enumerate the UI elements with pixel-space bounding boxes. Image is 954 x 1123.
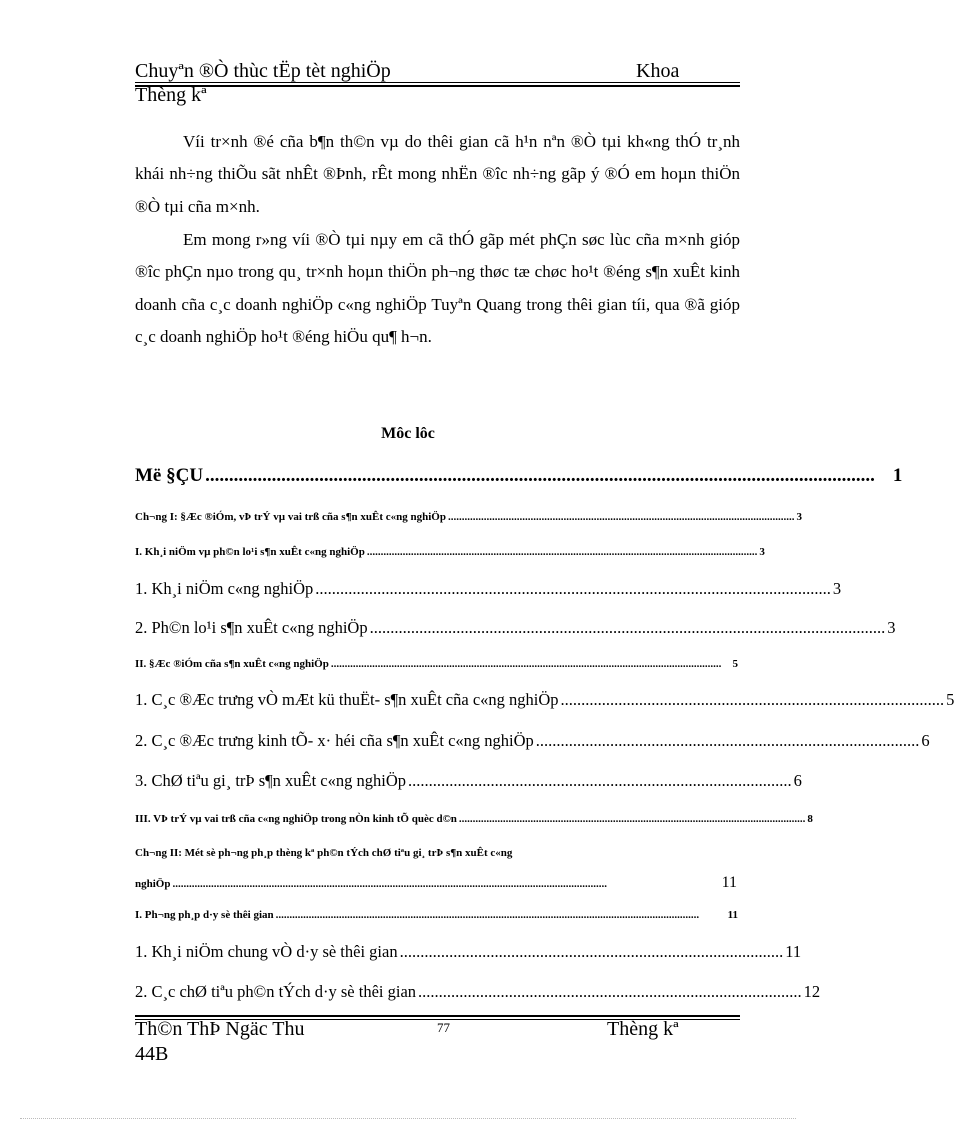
- header-title: Chuyªn ®Ò thùc tËp tèt nghiÖp: [135, 60, 391, 82]
- toc-entry[interactable]: 2. C¸c ®Æc trưng kinh tÕ- x· héi cña s¶n xuÊt c«ng nghiÖp ............................................................................................. 6: [135, 731, 930, 750]
- toc-entry-line1[interactable]: Ch¬ng II: Mét sè ph¬ng ph¸p thèng kª ph©n tÝch chØ tiªu gi¸ trÞ s¶n xuÊt c«ng: [135, 847, 513, 859]
- toc-entry[interactable]: III. VÞ trÝ vµ vai trß cña c«ng nghiÖp trong nÒn kinh tÕ quèc d©n .............................................................................................................................. 8: [135, 813, 813, 825]
- footer-rule-top: [135, 1015, 740, 1017]
- toc-entry[interactable]: nghiÖp .............................................................................................................................................................. 11: [135, 874, 737, 891]
- toc-entry[interactable]: 1. C¸c ®Æc trưng vÒ mÆt kü thuËt- s¶n xuÊt cña c«ng nghiÖp ............................................................................................. 5: [135, 690, 954, 709]
- footer-department: Thèng kª: [607, 1018, 679, 1040]
- toc-heading: Môc lôc: [381, 425, 435, 442]
- toc-entry[interactable]: I. Kh¸i niÖm vµ ph©n lo¹i s¶n xuÊt c«ng nghiÖp .............................................................................................................................................. 3: [135, 546, 765, 558]
- toc-entry[interactable]: 2. Ph©n lo¹i s¶n xuÊt c«ng nghiÖp ............................................................................................................................. 3: [135, 618, 896, 637]
- header-department-cont: Thèng kª: [135, 84, 207, 106]
- header-rule-top: [135, 82, 740, 83]
- toc-entry[interactable]: I. Ph¬ng ph¸p d·y sè thêi gian .......................................................................................................................................................... 11: [135, 909, 738, 921]
- toc-entry[interactable]: Ch¬ng I: §Æc ®iÓm, vÞ trÝ vµ vai trß cña s¶n xuÊt c«ng nghiÖp .............................................................................................................................. 3: [135, 511, 802, 523]
- toc-entry[interactable]: 1. Kh¸i niÖm c«ng nghiÖp ............................................................................................................................. 3: [135, 579, 842, 598]
- footer-page-number: 77: [437, 1020, 450, 1035]
- footer-author: Th©n ThÞ Ngäc Thu: [135, 1018, 305, 1040]
- header-department: Khoa: [636, 60, 680, 82]
- toc-entry[interactable]: 2. C¸c chØ tiªu ph©n tÝch d·y sè thêi gian ............................................................................................. 12: [135, 982, 821, 1001]
- paragraph-2: Em mong r»ng víi ®Ò tµi nµy em cã thÓ gãp mét phÇn søc lùc cña m×nh gióp ®îc phÇn nµo trong qu¸ tr×nh hoµn thiÖn ph¬ng thøc tæ chøc ho¹t ®éng s¶n xuÊt kinh doanh cña c¸c doanh nghiÖp c«ng nghiÖp Tuyªn Quang trong thêi gian tíi, qua ®ã gióp c¸c doanh nghiÖp ho¹t ®éng hiÖu qu¶ h¬n.: [135, 230, 740, 347]
- toc-entry[interactable]: 1. Kh¸i niÖm chung vÒ d·y sè thêi gian ............................................................................................. 11: [135, 942, 802, 961]
- toc-entry[interactable]: 3. ChØ tiªu gi¸ trÞ s¶n xuÊt c«ng nghiÖp ............................................................................................. 6: [135, 771, 802, 790]
- header-rule-bottom: [135, 85, 740, 87]
- toc-entry[interactable]: Më §ÇU ............................................................................................................................................. 1: [135, 465, 903, 486]
- footer-class: 44B: [135, 1043, 169, 1065]
- page-edge: [20, 1118, 796, 1119]
- toc-entry[interactable]: II. §Æc ®iÓm cña s¶n xuÊt c«ng nghiÖp .............................................................................................................................................. 5: [135, 658, 738, 670]
- paragraph-1: Víi tr×nh ®é cña b¶n th©n vµ do thêi gian cã h¹n nªn ®Ò tµi kh«ng thÓ tr¸nh khái nh÷ng thiÕu sãt nhÊt ®Þnh, rÊt mong nhËn ®îc nh÷ng gãp ý ®Ó em hoµn thiÖn ®Ò tµi cña m×nh.: [135, 132, 740, 216]
